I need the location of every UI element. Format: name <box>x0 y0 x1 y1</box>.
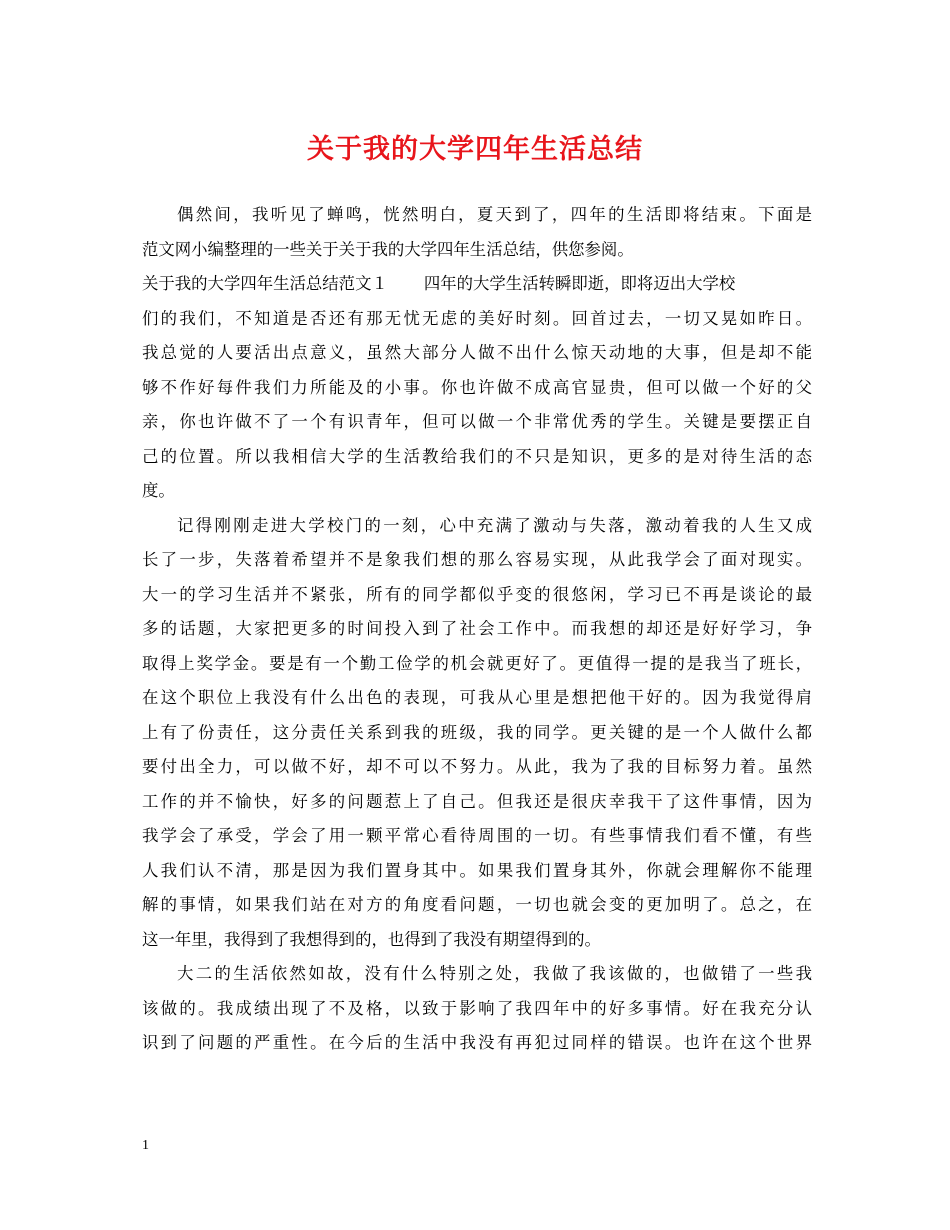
text-line-content: 己的位置。所以我相信大学的生活教给我们的不只是知识，更多的是对待生活的态 <box>142 446 812 466</box>
text-line <box>142 957 812 992</box>
text-line <box>142 854 812 889</box>
text-line-content: 该做的。我成绩出现了不及格，以致于影响了我四年中的好多事情。好在我充分认 <box>142 998 812 1018</box>
text-line <box>142 302 812 337</box>
text-line <box>142 371 812 406</box>
text-line-content: 大一的学习生活并不紧张，所有的同学都似乎变的很悠闲，学习已不再是谈论的最 <box>142 584 812 604</box>
text-line-content: 人我们认不清，那是因为我们置身其中。如果我们置身其外，你就会理解你不能理 <box>142 860 812 880</box>
text-line <box>142 992 812 1027</box>
text-line-content: 要付出全力，可以做不好，却不可以不努力。从此，我为了我的目标努力着。虽然 <box>142 757 812 776</box>
text-line-content: 我总觉的人要活出点意义，虽然大部分人做不出什么惊天动地的大事，但是却不能 <box>142 343 812 362</box>
text-line-tail: 四年的大学生活转瞬即逝，即将迈出大学校 <box>423 274 736 293</box>
text-line <box>142 716 812 751</box>
text-line <box>142 578 812 613</box>
text-line-content: 大二的生活依然如故，没有什么特别之处，我做了我该做的，也做错了一些我 <box>177 964 812 983</box>
text-line-content: 工作的并不愉快，好多的问题惹上了自己。但我还是很庆幸我干了这件事情，因为 <box>142 791 812 811</box>
text-line <box>142 819 812 854</box>
text-line-content: 够不作好每件我们力所能及的小事。你也许做不成高官显贵，但可以做一个好的父 <box>142 377 812 397</box>
text-line-content: 这一年里，我得到了我想得到的，也得到了我没有期望得到的。 <box>142 929 601 949</box>
text-line-content: 偶然间，我听见了蝉鸣，恍然明白，夏天到了，四年的生活即将结束。下面是 <box>177 205 812 224</box>
text-line <box>142 888 812 923</box>
text-line <box>142 198 812 233</box>
text-line-content: 长了一步，失落着希望并不是象我们想的那么容易实现，从此我学会了面对现实。 <box>142 550 812 569</box>
text-line <box>142 750 812 785</box>
text-line-content: 度。 <box>142 481 175 500</box>
text-line-content: 记得刚刚走进大学校门的一刻，心中充满了激动与失落，激动着我的人生又成 <box>177 515 812 535</box>
text-line-content: 亲，你也许做不了一个有识青年，但可以做一个非常优秀的学生。关键是要摆正自 <box>142 412 812 431</box>
text-line-content: 范文网小编整理的一些关于关于我的大学四年生活总结，供您参阅。 <box>142 239 634 259</box>
text-line <box>142 267 812 302</box>
document-title: 关于我的大学四年生活总结 <box>307 134 643 165</box>
text-line-content: 识到了问题的严重性。在今后的生活中我没有再犯过同样的错误。也许在这个世界 <box>142 1033 812 1052</box>
text-line <box>142 543 812 578</box>
text-line <box>142 612 812 647</box>
text-line <box>142 923 812 958</box>
text-line-content: 取得上奖学金。要是有一个勤工俭学的机会就更好了。更值得一提的是我当了班长， <box>142 653 812 673</box>
text-line <box>142 647 812 682</box>
text-line <box>142 509 812 544</box>
text-line-content: 解的事情，如果我们站在对方的角度看问题，一切也就会变的更加明了。总之，在 <box>142 895 812 914</box>
text-line-content: 在这个职位上我没有什么出色的表现，可我从心里是想把他干好的。因为我觉得肩 <box>142 688 812 707</box>
text-line-content: 关于我的大学四年生活总结范文１ <box>142 274 388 293</box>
text-line <box>142 785 812 820</box>
text-line-content: 多的话题，大家把更多的时间投入到了社会工作中。而我想的却还是好好学习，争 <box>142 619 812 638</box>
text-line-content: 上有了份责任，这分责任关系到我的班级，我的同学。更关键的是一个人做什么都 <box>142 722 812 742</box>
text-line <box>142 474 812 509</box>
text-line <box>142 440 812 475</box>
text-line <box>142 681 812 716</box>
text-line-content: 们的我们，不知道是否还有那无忧无虑的美好时刻。回首过去，一切又晃如昨日。 <box>142 308 812 328</box>
document-body <box>142 198 812 1061</box>
page-number: 1 <box>142 1138 149 1153</box>
text-line <box>142 1026 812 1061</box>
text-line <box>142 233 812 268</box>
text-line-content: 我学会了承受，学会了用一颗平常心看待周围的一切。有些事情我们看不懂，有些 <box>142 826 812 845</box>
text-line <box>142 405 812 440</box>
text-line <box>142 336 812 371</box>
